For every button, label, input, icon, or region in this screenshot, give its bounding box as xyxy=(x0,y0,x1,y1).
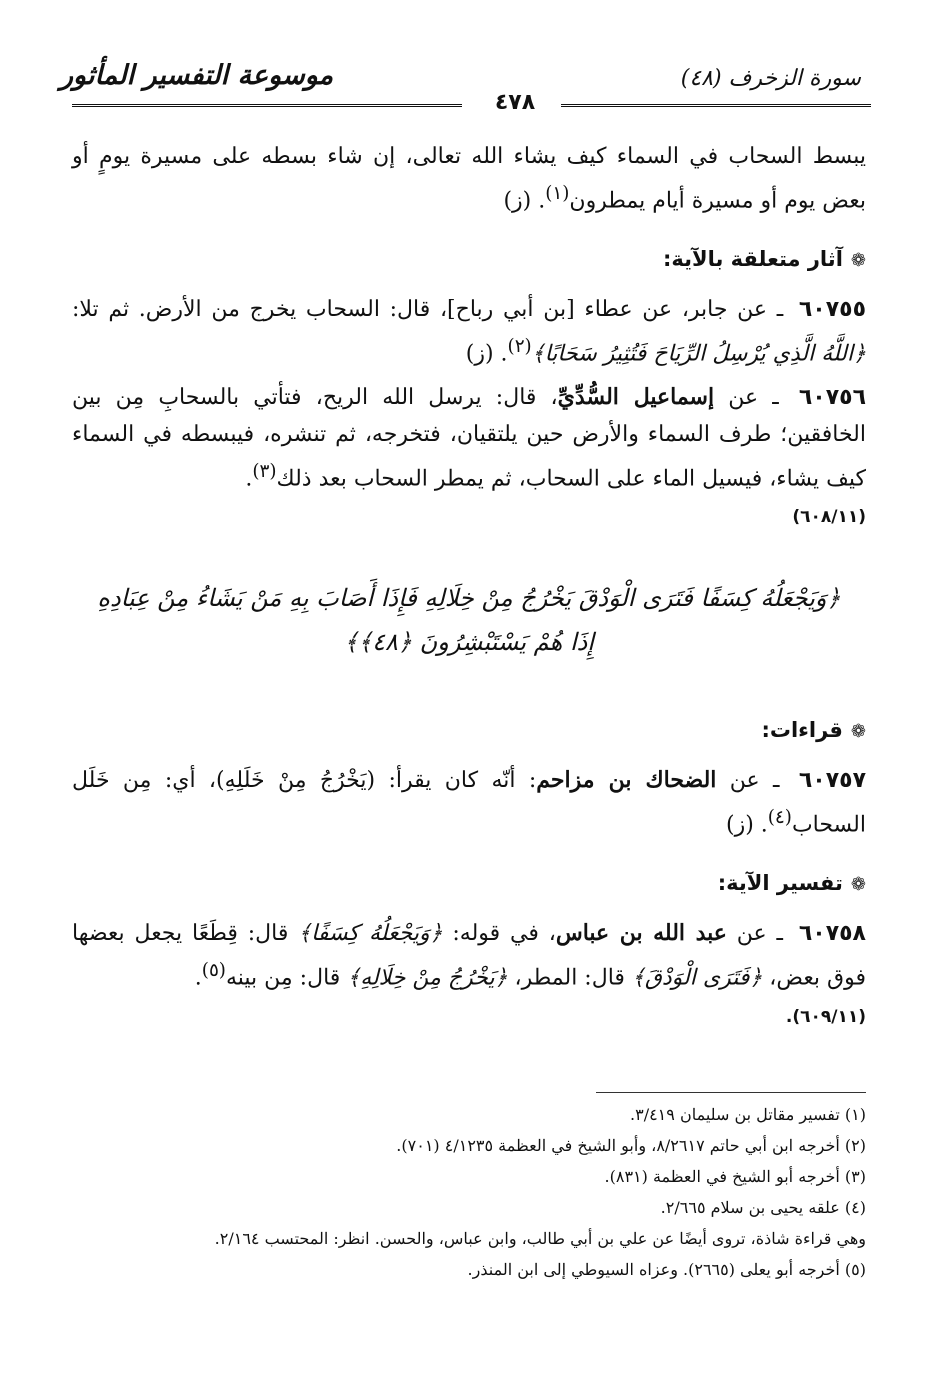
footnote-item: (٣) أخرجه أبو الشيخ في العظمة (٨٣١). xyxy=(604,1167,866,1186)
section-title: تفسير الآية: xyxy=(717,871,843,896)
entry-text: ، قال: يرسل الله الريح، فتأتي بالسحابِ مِن بين الخافقين؛ طرف السماء والأرض حين يلتقيان، فتخرجه، ثم تنشره، فيبسطه في السماء كيف يشاء، فيسيل الماء على السحاب، ثم يمطر السحاب بعد ذلك xyxy=(72,384,866,491)
footnote-mark: (٥) xyxy=(201,960,226,982)
header-rule-right xyxy=(561,104,871,107)
section-title: آثار متعلقة بالآية: xyxy=(662,247,843,272)
header-rule-left xyxy=(72,104,462,107)
volume-reference: (٦٠٩/١١). xyxy=(785,1006,866,1027)
entry-suffix: . (ز) xyxy=(465,341,508,367)
entry-text: ـ عن جابر، عن عطاء [بن أبي رباح]، قال: السحاب يخرج من الأرض. ثم تلا: xyxy=(72,297,784,323)
footnotes xyxy=(72,1092,866,1285)
quran-quote: ﴿فَتَرَى الْوَدْقَ﴾ xyxy=(631,965,763,991)
narrator-name: الضحاك بن مزاحم xyxy=(536,766,717,793)
book-title: موسوعة التفسير المأثور xyxy=(60,60,334,91)
footnote-item: (١) تفسير مقاتل بن سليمان ٣/٤١٩. xyxy=(630,1105,866,1124)
intro-text: يبسط السحاب في السماء كيف يشاء الله تعالى، إن شاء بسطه على مسيرة يومٍ أو بعض يوم أو مسيرة أيام يمطرون xyxy=(72,144,866,214)
section-heading-tafsir xyxy=(72,865,866,903)
entry-text: قال: المطر، xyxy=(514,965,625,991)
intro-suffix: . (ز) xyxy=(503,188,546,214)
entry-60755 xyxy=(72,291,866,372)
main-content xyxy=(72,138,866,1042)
narrator-name: عبد الله بن عباس xyxy=(555,920,727,947)
surah-name: سورة الزخرف (٤٨) xyxy=(680,66,861,91)
section-heading-athar xyxy=(72,241,866,279)
entry-prefix: ـ عن xyxy=(729,767,780,793)
entry-text: قال: قِطَعًا يجعل بعضها فوق بعض، xyxy=(72,921,866,991)
quran-verse: ﴿وَيَجْعَلُهُ كِسَفًا فَتَرَى الْوَدْقَ يَخْرُجُ مِنْ خِلَالِهِ فَإِذَا أَصَابَ بِهِ مَنْ يَشَاءُ مِنْ عِبَادِهِ إِذَا هُمْ يَسْتَبْشِرُونَ ﴿٤٨﴾﴾ xyxy=(97,583,841,656)
footnote-mark: (٤) xyxy=(767,806,792,828)
section-title: قراءات: xyxy=(761,717,843,742)
quran-quote: ﴿وَيَجْعَلُهُ كِسَفًا﴾ xyxy=(298,921,443,947)
entry-number: ٦٠٧٥٨ xyxy=(798,921,866,947)
footnote-item: (٥) أخرجه أبو يعلى (٢٦٦٥). وعزاه السيوطي إلى ابن المنذر. xyxy=(467,1260,866,1279)
footnote-item: (٢) أخرجه ابن أبي حاتم ٨/٢٦١٧، وأبو الشيخ في العظمة ٤/١٢٣٥ (٧٠١). xyxy=(396,1136,866,1155)
footnote-item: وهي قراءة شاذة، تروى أيضًا عن علي بن أبي طالب، وابن عباس، والحسن. انظر: المحتسب ٢/١٦٤. xyxy=(214,1229,866,1248)
entry-text: : أنّه كان يقرأ: (يَخْرُجُ مِنْ خَلَلِهِ)، أي: مِن خَلَل السحاب xyxy=(72,767,866,838)
entry-60757 xyxy=(72,762,866,843)
entry-number: ٦٠٧٥٧ xyxy=(798,767,867,793)
footnote-rule xyxy=(596,1092,866,1093)
narrator-name: إسماعيل السُّدِّيِّ xyxy=(557,383,715,410)
entry-60758 xyxy=(72,915,866,1035)
section-heading-qiraat xyxy=(72,712,866,750)
quran-quote: ﴿يَخْرُجُ مِنْ خِلَالِهِ﴾ xyxy=(347,965,508,991)
entry-suffix: . xyxy=(194,965,202,991)
flower-icon: ❁ xyxy=(850,250,866,272)
quran-quote: ﴿اللَّهُ الَّذِي يُرْسِلُ الرِّيَاحَ فَتُثِيرُ سَحَابًا﴾ xyxy=(531,341,866,367)
entry-prefix: ـ عن xyxy=(736,921,783,947)
entry-suffix: . xyxy=(245,465,253,491)
page-number: ٤٧٨ xyxy=(494,90,536,115)
flower-icon: ❁ xyxy=(850,720,866,742)
entry-prefix: ـ عن xyxy=(728,384,779,410)
flower-icon: ❁ xyxy=(850,874,866,896)
footnote-mark: (٣) xyxy=(252,460,277,482)
footnote-mark: (١) xyxy=(545,183,570,204)
entry-number: ٦٠٧٥٥ xyxy=(798,297,866,323)
volume-reference: (٦٠٨/١١) xyxy=(792,506,866,527)
footnote-item: (٤) علقه يحيى بن سلام ٢/٦٦٥. xyxy=(660,1198,866,1217)
entry-number: ٦٠٧٥٦ xyxy=(798,384,867,410)
entry-suffix: . (ز) xyxy=(725,812,768,838)
footnote-mark: (٢) xyxy=(507,336,532,358)
page-header xyxy=(60,60,881,115)
entry-60756 xyxy=(72,379,866,536)
intro-paragraph xyxy=(72,138,866,219)
entry-text: ، في قوله: xyxy=(452,921,556,947)
entry-text: قال: مِن بينه xyxy=(225,965,341,991)
